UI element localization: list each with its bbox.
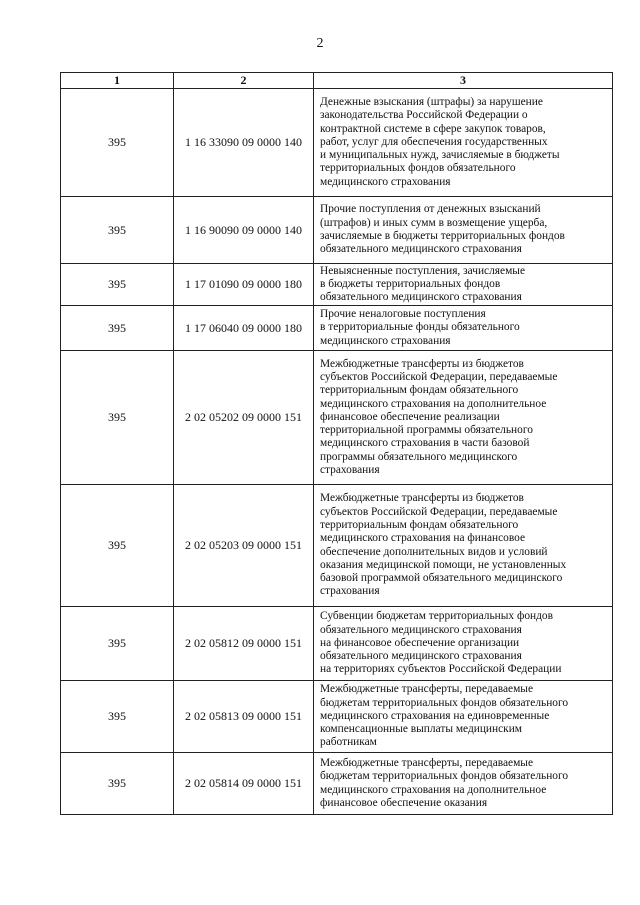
row-description bbox=[314, 197, 613, 264]
row-budget-code: 2 02 05202 09 0000 151 bbox=[174, 351, 314, 485]
row-code-admin: 395 bbox=[61, 607, 174, 681]
table-row bbox=[61, 306, 613, 351]
row-code-admin: 395 bbox=[61, 89, 174, 197]
description-line: обязательного медицинского страхования bbox=[320, 291, 522, 304]
description-line: субъектов Российской Федерации, передаваемые bbox=[320, 505, 558, 518]
description-line: Субвенции бюджетам территориальных фондов bbox=[320, 610, 553, 623]
description-line: оказания медицинской помощи, не установленных bbox=[320, 558, 567, 571]
description-line: финансовое обеспечение реализации bbox=[320, 410, 500, 423]
description-line: финансовое обеспечение оказания bbox=[320, 796, 488, 809]
description-line: зачисляемые в бюджеты территориальных фондов bbox=[320, 230, 565, 242]
row-budget-code: 1 16 33090 09 0000 140 bbox=[174, 89, 314, 197]
row-description bbox=[314, 485, 613, 607]
description-line: Прочие поступления от денежных взысканий bbox=[320, 203, 541, 216]
column-header-2: 2 bbox=[174, 73, 314, 89]
row-description bbox=[314, 89, 613, 197]
row-description bbox=[314, 681, 613, 753]
table-row bbox=[61, 197, 613, 264]
row-code-admin: 395 bbox=[61, 197, 174, 264]
description-line: обязательного медицинского страхования bbox=[320, 623, 522, 636]
row-code-admin: 395 bbox=[61, 306, 174, 351]
description-line: на территориях субъектов Российской Федерации bbox=[320, 663, 562, 676]
description-line: обязательного медицинского страхования bbox=[320, 650, 522, 663]
row-budget-code: 2 02 05813 09 0000 151 bbox=[174, 681, 314, 753]
description-line: программы обязательного медицинского bbox=[320, 450, 518, 463]
description-line: обязательного медицинского страхования bbox=[320, 243, 522, 256]
description-line: контрактной системе в сфере закупок товаров, bbox=[320, 122, 546, 135]
row-budget-code: 1 17 06040 09 0000 180 bbox=[174, 306, 314, 351]
description-line: бюджетам территориальных фондов обязательного bbox=[320, 770, 569, 783]
budget-codes-table bbox=[60, 72, 613, 815]
column-header-3: 3 bbox=[314, 73, 613, 89]
description-line: медицинского страхования bbox=[320, 334, 451, 347]
description-line: законодательства Российской Федерации о bbox=[320, 109, 528, 122]
description-line: медицинского страхования в части базовой bbox=[320, 437, 530, 450]
description-line: территориальным фондам обязательного bbox=[320, 518, 519, 531]
table-row bbox=[61, 607, 613, 681]
description-line: и муниципальных нужд, зачисляемые в бюджеты bbox=[320, 149, 560, 162]
description-line: медицинского страхования на финансовое bbox=[320, 532, 526, 545]
description-line: базовой программой обязательного медицинского bbox=[320, 572, 563, 585]
table-row bbox=[61, 351, 613, 485]
row-budget-code: 1 16 90090 09 0000 140 bbox=[174, 197, 314, 264]
row-budget-code: 2 02 05203 09 0000 151 bbox=[174, 485, 314, 607]
description-line: медицинского страхования на единовременные bbox=[320, 709, 550, 722]
column-header-1: 1 bbox=[61, 73, 174, 89]
description-line: территориальных фондов обязательного bbox=[320, 162, 516, 175]
description-line: обеспечение дополнительных видов и условий bbox=[320, 545, 548, 558]
table-row bbox=[61, 485, 613, 607]
description-line: Прочие неналоговые поступления bbox=[320, 308, 486, 321]
row-description bbox=[314, 607, 613, 681]
description-line: Межбюджетные трансферты из бюджетов bbox=[320, 492, 524, 505]
description-line: территориальной программы обязательного bbox=[320, 424, 533, 437]
row-description bbox=[314, 264, 613, 306]
row-code-admin: 395 bbox=[61, 681, 174, 753]
description-line: компенсационные выплаты медицинским bbox=[320, 723, 523, 736]
row-code-admin: 395 bbox=[61, 264, 174, 306]
description-line: медицинского страхования на дополнительное bbox=[320, 397, 547, 410]
description-line: территориальным фондам обязательного bbox=[320, 384, 519, 397]
table-header-row bbox=[61, 73, 613, 89]
description-line: на финансовое обеспечение организации bbox=[320, 636, 520, 649]
description-line: Денежные взыскания (штрафы) за нарушение bbox=[320, 95, 543, 108]
row-description bbox=[314, 351, 613, 485]
description-line: Невыясненные поступления, зачисляемые bbox=[320, 264, 525, 277]
row-budget-code: 2 02 05812 09 0000 151 bbox=[174, 607, 314, 681]
description-line: (штрафов) и иных сумм в возмещение ущерба, bbox=[320, 216, 548, 229]
description-line: медицинского страхования bbox=[320, 175, 451, 188]
row-description bbox=[314, 753, 613, 815]
row-budget-code: 1 17 01090 09 0000 180 bbox=[174, 264, 314, 306]
description-line: бюджетам территориальных фондов обязательного bbox=[320, 696, 569, 709]
row-code-admin: 395 bbox=[61, 485, 174, 607]
row-budget-code: 2 02 05814 09 0000 151 bbox=[174, 753, 314, 815]
description-line: работникам bbox=[320, 736, 377, 749]
table-row bbox=[61, 264, 613, 306]
description-line: работ, услуг для обеспечения государственных bbox=[320, 135, 548, 148]
description-line: в бюджеты территориальных фондов bbox=[320, 277, 501, 290]
description-line: страхования bbox=[320, 585, 380, 598]
description-line: медицинского страхования на дополнительное bbox=[320, 783, 547, 796]
description-line: Межбюджетные трансферты, передаваемые bbox=[320, 683, 534, 696]
table-row bbox=[61, 89, 613, 197]
row-code-admin: 395 bbox=[61, 753, 174, 815]
description-line: субъектов Российской Федерации, передаваемые bbox=[320, 370, 558, 383]
page-number: 2 bbox=[316, 36, 324, 51]
table-row bbox=[61, 681, 613, 753]
description-line: Межбюджетные трансферты, передаваемые bbox=[320, 756, 534, 769]
table-row bbox=[61, 753, 613, 815]
description-line: в территориальные фонды обязательного bbox=[320, 321, 520, 334]
row-code-admin: 395 bbox=[61, 351, 174, 485]
row-description bbox=[314, 306, 613, 351]
description-line: Межбюджетные трансферты из бюджетов bbox=[320, 357, 524, 370]
description-line: страхования bbox=[320, 464, 380, 477]
